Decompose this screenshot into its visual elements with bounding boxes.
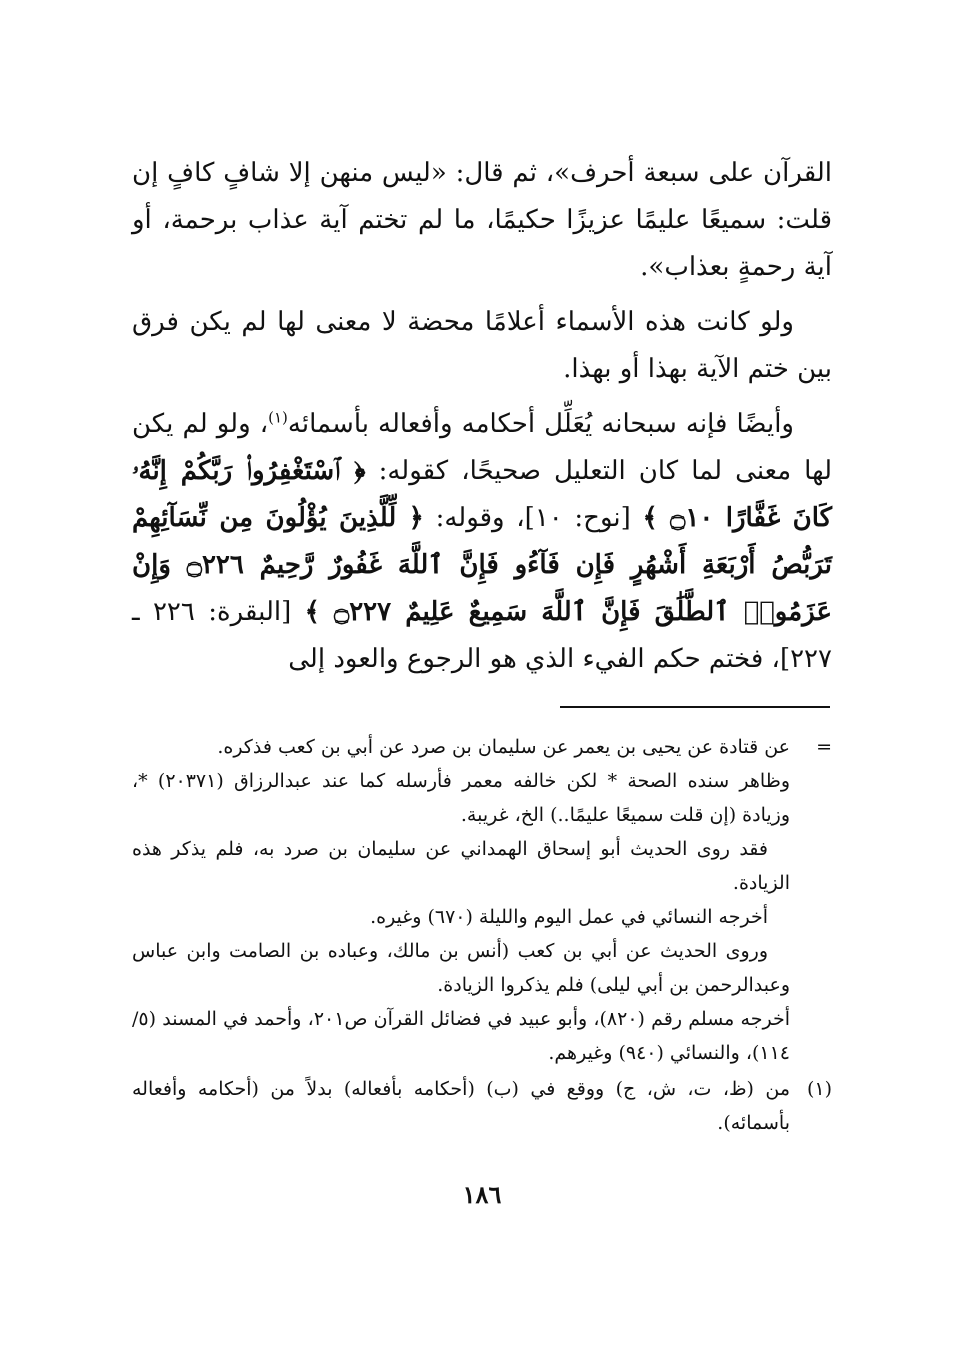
main-text <box>132 150 832 683</box>
footnote-line: وروى الحديث عن أبي بن كعب (أنس بن مالك، وعباده بن الصامت وابن عباس وعبدالرحمن بن أبي ليلى) فلم يذكروا الزيادة. <box>132 940 790 996</box>
paragraph-2: ولو كانت هذه الأسماء أعلامًا محضة لا معنى لها لم يكن فرق بين ختم الآية بهذا أو بهذا. <box>132 307 832 384</box>
footnote-line: فقد روى الحديث أبو إسحاق الهمداني عن سليمان بن صرد به، فلم يذكر هذه الزيادة. <box>132 838 790 894</box>
footnote-separator <box>560 706 830 708</box>
footnotes <box>132 730 832 1140</box>
footnote-line: أخرجه مسلم رقم (٨٢٠)، وأبو عبيد في فضائل القرآن ص٢٠١، وأحمد في المسند (٥/ ١١٤)، والنسائي (٩٤٠) وغيرهم. <box>132 1008 790 1064</box>
p3-text-b: ، ولو لم يكن لها معنى لما كان التعليل صحيحًا، كقوله: <box>132 409 833 486</box>
p3-text-d: ، فختم حكم الفيء الذي هو الرجوع والعود إلى <box>288 644 780 674</box>
paragraph-1: القرآن على سبعة أحرف»، ثم قال: «ليس منهن إلا شافٍ كافٍ إن قلت: سميعًا عليمًا عزيزًا حكيمًا، ما لم تختم آية عذاب برحمة، أو آية رحمةٍ بعذاب». <box>132 158 832 282</box>
footnote-1-marker: (١) <box>806 1078 832 1100</box>
footnote-line: عن قتادة عن يحيى بن يعمر عن سليمان بن صرد عن أبي بن كعب فذكره. <box>217 736 790 758</box>
footnote-line: أخرجه النسائي في عمل اليوم والليلة (٦٧٠) وغيره. <box>370 906 768 928</box>
citation-nuh: [نوح: ١٠] <box>524 503 631 533</box>
quran-verse-baqara: ﴿ لِّلَّذِينَ يُؤْلُونَ مِن نِّسَآئِهِمْ تَرَبُّصُ أَرْبَعَةِ أَشْهُرٍ فَإِن فَآءُو فَإِنَّ ٱللَّهَ غَفُورٌ رَّحِيمٌ ۝٢٢٦ وَإِنْ عَزَمُوا۟ ٱلطَّلَٰقَ فَإِنَّ ٱللَّهَ سَمِيعٌ عَلِيمٌ ۝٢٢٧ ﴾ <box>132 503 832 627</box>
continuation-marker: = <box>816 736 832 758</box>
quran-verse-nuh: ﴿ ٱسْتَغْفِرُوا۟ رَبَّكُمْ إِنَّهُۥ كَانَ غَفَّارًا ۝١٠ ﴾ <box>132 456 833 533</box>
p3-text-c: ، وقوله: <box>435 503 525 533</box>
page-number: ١٨٦ <box>462 1180 502 1209</box>
citation-baqara: [البقرة: ٢٢٦ ـ ٢٢٧] <box>132 597 832 674</box>
footnote-ref-1[interactable]: (١) <box>268 408 288 427</box>
footnote-1-text: من (ظ، ت، ش، ج) ووقع في (ب) (أحكامه بأفعاله) بدلاً من (أحكامه وأفعاله بأسمائه). <box>132 1078 790 1134</box>
footnote-line: وظاهر سنده الصحة * لكن خالفه معمر فأرسله كما عند عبدالرزاق (٢٠٣٧١) *، وزيادة (إن قلت سميعًا عليمًا..) الخ، غريبة. <box>132 770 790 826</box>
footnote-continuation <box>132 730 832 1070</box>
paragraph-3 <box>132 401 832 683</box>
footnote-1 <box>132 1072 832 1140</box>
p3-text-a: وأيضًا فإنه سبحانه يُعَلِّل أحكامه وأفعاله بأسمائه <box>287 409 794 439</box>
